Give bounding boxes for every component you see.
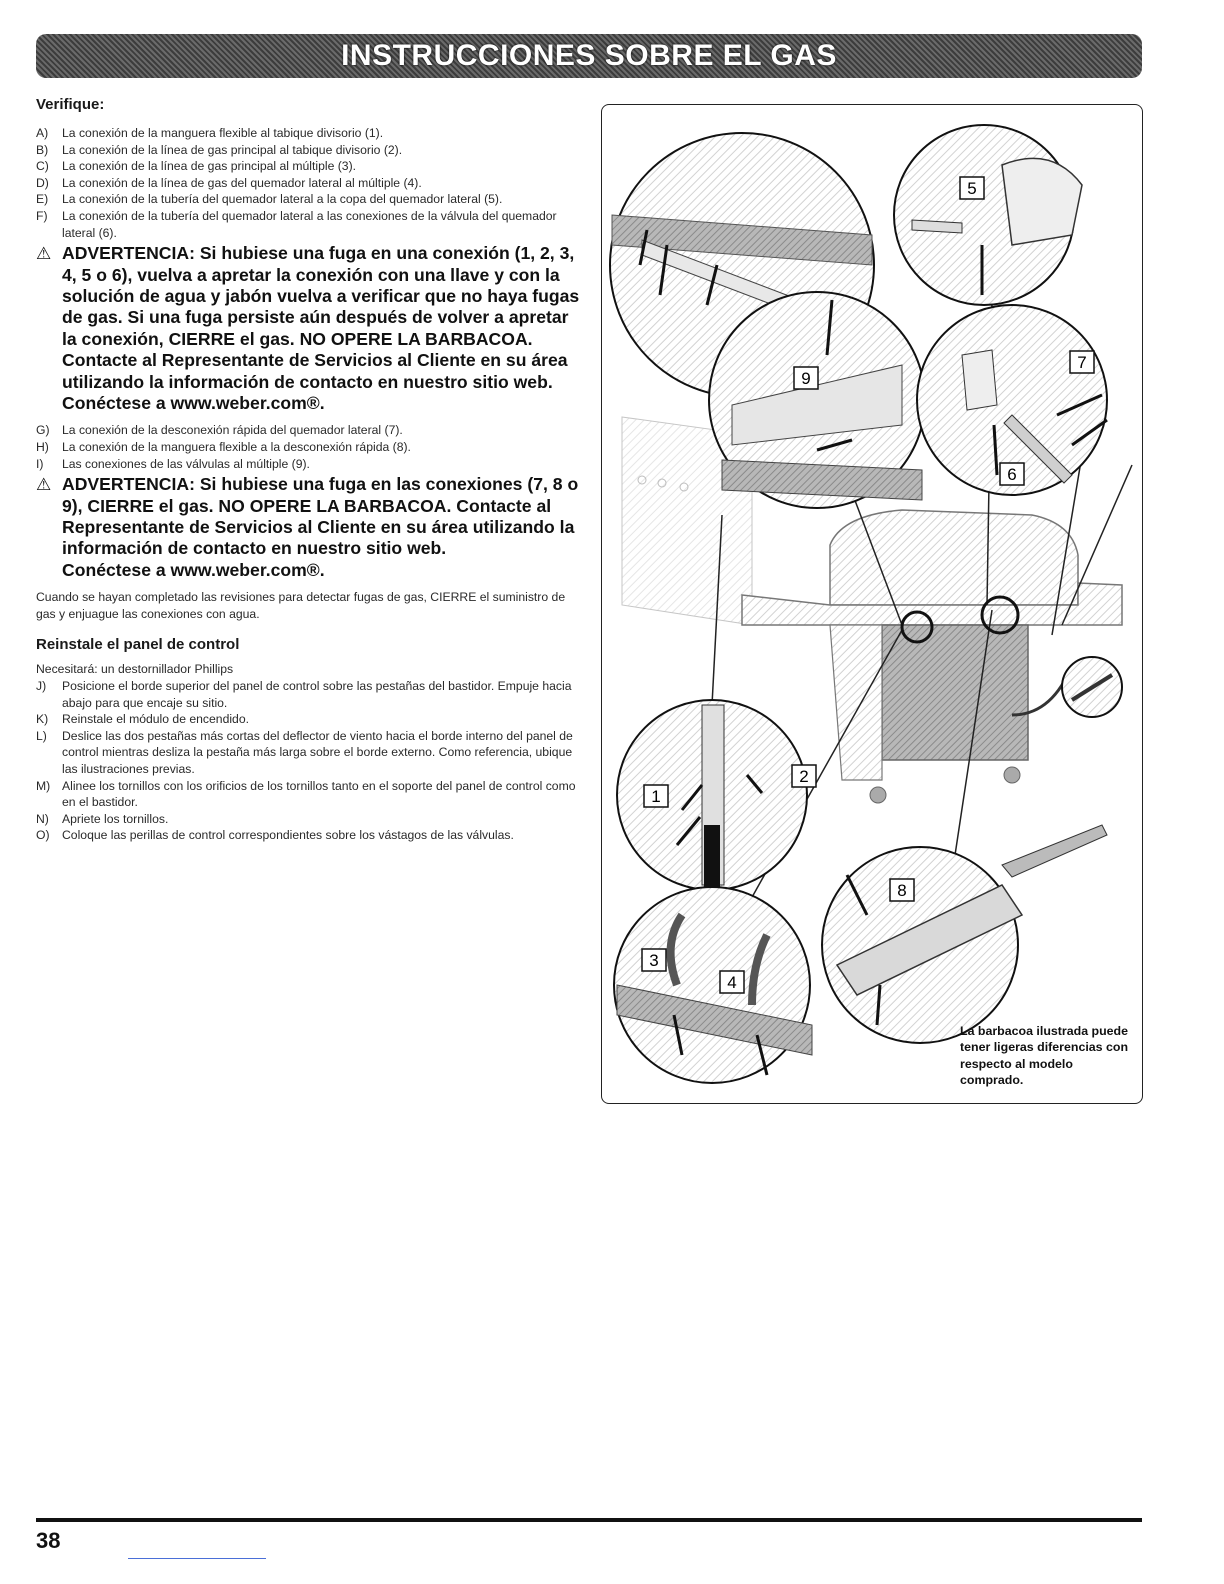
list-item [36, 125, 584, 142]
item-text: La conexión de la línea de gas principal al tabique divisorio (2). [62, 142, 403, 157]
callout-2-label: 2 [799, 767, 809, 786]
warning-text: ADVERTENCIA: Si hubiese una fuga en las conexiones (7, 8 o 9), CIERRE el gas. NO OPERE LA BARBACOA. Contacte al Representante de Servicios al Cliente en su área utilizando la información de contacto en nuestro sitio web. [62, 474, 579, 559]
item-text: Las conexiones de las válvulas al múltiple (9). [62, 456, 310, 471]
footer-rule [36, 1518, 1142, 1522]
callout-7-label: 7 [1077, 353, 1087, 372]
instructions-column [36, 96, 584, 844]
list-item [36, 142, 584, 159]
warning-block [36, 243, 584, 414]
item-text: La conexión de la desconexión rápida del quemador lateral (7). [62, 423, 403, 438]
callout-1-label: 1 [651, 787, 661, 806]
item-letter: I) [36, 456, 44, 471]
item-text: La conexión de la tubería del quemador lateral a las conexiones de la válvula del quemador lateral (6). [62, 208, 557, 240]
item-text: La conexión de la manguera flexible a la desconexión rápida (8). [62, 440, 411, 454]
reinstall-heading: Reinstale el panel de control [36, 636, 240, 654]
item-letter: N) [36, 811, 49, 826]
warning-block [36, 474, 584, 581]
check-list-continued [36, 422, 584, 472]
callout-2 [792, 765, 816, 787]
list-item [36, 811, 584, 828]
list-item [36, 728, 584, 778]
scan-artifact-line [128, 1558, 266, 1559]
callout-9-label: 9 [801, 369, 811, 388]
callout-7 [1070, 351, 1094, 373]
item-letter: G) [36, 423, 50, 438]
warning-body [62, 243, 584, 414]
warning-icon: ⚠ [36, 244, 52, 264]
list-item [36, 456, 584, 473]
callout-1 [644, 785, 668, 807]
detail-hose-fitting [822, 825, 1107, 1043]
item-letter: F) [36, 208, 48, 223]
warning-body [62, 474, 584, 581]
warning-text: ADVERTENCIA: Si hubiese una fuga en una conexión (1, 2, 3, 4, 5 o 6), vuelva a apretar la conexión con una llave y con la solución de agua y jabón vuelva a verificar que no haya fugas de gas. Si una fuga persiste aún después de volver a apretar la conexión, CIERRE el gas. NO OPERE LA BARBACOA. Contacte al Representante de Servicios al Cliente en su área utilizando la información de contacto en nuestro sitio web. [62, 243, 580, 392]
tools-needed: Necesitará: un destornillador Phillips [36, 662, 234, 677]
list-item [36, 191, 584, 208]
list-item [36, 175, 584, 192]
item-text: Alinee los tornillos con los orificios de los tornillos tanto en el soporte del panel de control como en el bastidor. [62, 778, 576, 810]
item-letter: M) [36, 778, 51, 793]
list-item [36, 778, 584, 811]
item-text: Apriete los tornillos. [62, 811, 169, 826]
callout-4-label: 4 [727, 973, 737, 992]
item-text: Reinstale el módulo de encendido. [62, 712, 250, 727]
list-item [36, 711, 584, 728]
callout-4 [720, 971, 744, 993]
list-item [36, 678, 584, 711]
leak-check-illustration [601, 104, 1143, 1104]
callout-8-label: 8 [897, 881, 907, 900]
page-number: 38 [36, 1528, 61, 1553]
website-reference: Conéctese a www.weber.com®. [62, 559, 325, 580]
item-letter: J) [36, 679, 47, 693]
item-text: Deslice las dos pestañas más cortas del deflector de viento hacia el borde interno del panel de control mientras desliza la pestaña más larga sobre el borde externo. Como referencia, ubique las ilustraciones previas. [62, 728, 573, 776]
section-banner [36, 34, 1142, 78]
detail-burner-cup [894, 125, 1082, 305]
list-item [36, 827, 584, 844]
item-letter: O) [36, 828, 50, 843]
warning-icon: ⚠ [36, 475, 52, 495]
check-list [36, 125, 584, 241]
illustration-disclaimer: La barbacoa ilustrada puede tener ligeras diferencias con respecto al modelo comprado. [960, 1024, 1129, 1088]
item-letter: A) [36, 126, 49, 140]
callout-3 [642, 949, 666, 971]
item-letter: L) [36, 728, 47, 743]
item-letter: C) [36, 159, 49, 174]
callout-6-label: 6 [1007, 465, 1017, 484]
reinstall-list [36, 678, 584, 844]
item-text: La conexión de la línea de gas principal al múltiple (3). [62, 159, 357, 174]
check-heading: Verifique: [36, 96, 105, 113]
section-title: INSTRUCCIONES SOBRE EL GAS [341, 39, 837, 72]
callout-8 [890, 879, 914, 901]
item-letter: D) [36, 175, 49, 190]
callout-5 [960, 177, 984, 199]
item-text: La conexión de la tubería del quemador lateral a la copa del quemador lateral (5). [62, 192, 503, 207]
item-text: Coloque las perillas de control correspondientes sobre los vástagos de las válvulas. [62, 828, 514, 843]
item-letter: B) [36, 142, 49, 157]
grill-illustration [602, 105, 1142, 1103]
detail-valves [709, 292, 925, 508]
detail-manifold-joints [614, 887, 812, 1083]
list-item [36, 208, 584, 241]
list-item [36, 422, 584, 439]
callout-6 [1000, 463, 1024, 485]
detail-side-hose [1062, 657, 1122, 717]
item-letter: H) [36, 440, 49, 454]
rinse-note: Cuando se hayan completado las revisiones para detectar fugas de gas, CIERRE el suministro de gas y enjuague las conexiones con agua. [36, 590, 566, 621]
list-item [36, 439, 584, 456]
item-text: La conexión de la manguera flexible al tabique divisorio (1). [62, 126, 384, 140]
callout-3-label: 3 [649, 951, 659, 970]
callout-5-label: 5 [967, 179, 977, 198]
item-text: La conexión de la línea de gas del quemador lateral al múltiple (4). [62, 175, 422, 190]
callout-9 [794, 367, 818, 389]
item-letter: E) [36, 192, 49, 207]
item-letter: K) [36, 712, 49, 727]
website-reference: Conéctese a www.weber.com®. [62, 393, 325, 413]
item-text: Posicione el borde superior del panel de control sobre las pestañas del bastidor. Empuje hacia abajo para que encaje su sitio. [62, 679, 572, 710]
list-item [36, 158, 584, 175]
